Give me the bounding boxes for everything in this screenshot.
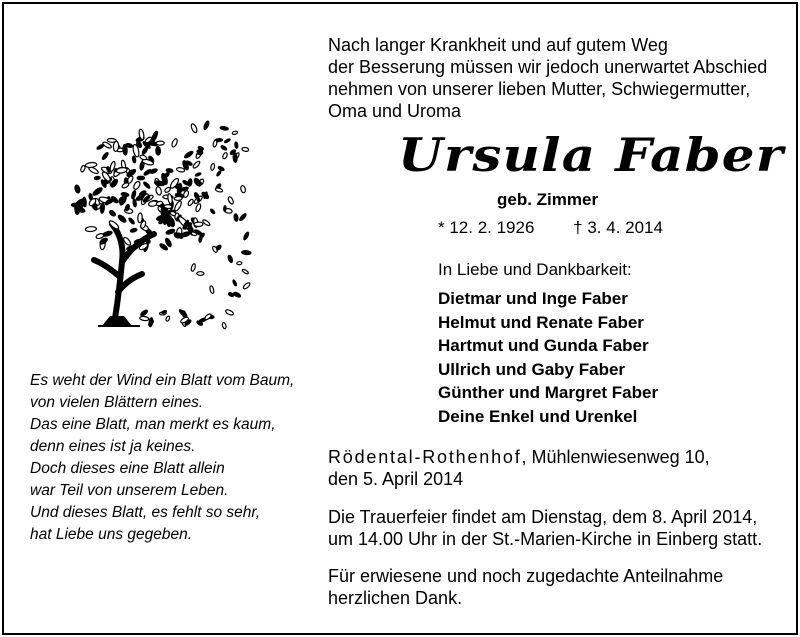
leaf-icon bbox=[183, 150, 194, 160]
leaf-icon bbox=[232, 131, 238, 135]
leaf-icon bbox=[139, 316, 149, 321]
intro-line: nehmen von unserer lieben Mutter, Schwiegermutter, bbox=[328, 79, 751, 99]
leaf-icon bbox=[132, 180, 141, 190]
leaf-icon bbox=[223, 205, 226, 211]
leaf-icon bbox=[192, 160, 201, 169]
closing-line: Für erwiesene und noch zugedachte Anteilnahme bbox=[328, 566, 724, 586]
leaf-icon bbox=[220, 144, 228, 151]
intro-text bbox=[328, 34, 778, 122]
leaf-icon bbox=[161, 206, 166, 217]
closing-thanks bbox=[328, 565, 723, 609]
mourner-name: Günther und Margret Faber bbox=[438, 383, 659, 402]
intro-line: Nach langer Krankheit und auf gutem Weg bbox=[328, 35, 668, 55]
leaf-icon bbox=[238, 212, 247, 221]
leaf-icon bbox=[224, 138, 232, 144]
leaf-icon bbox=[210, 163, 215, 170]
deceased-name: Ursula Faber bbox=[398, 128, 784, 182]
leaf-icon bbox=[197, 272, 204, 276]
leaf-icon bbox=[232, 279, 238, 287]
leaf-icon bbox=[113, 141, 119, 151]
leaf-icon bbox=[116, 167, 127, 174]
leaf-icon bbox=[94, 176, 101, 181]
leaf-icon bbox=[227, 254, 234, 263]
mourners-label: In Liebe und Dankbarkeit: bbox=[438, 260, 632, 279]
service-line: Die Trauerfeier findet am Dienstag, dem 8. April 2014, bbox=[328, 507, 758, 527]
mourner-name: Deine Enkel und Urenkel bbox=[438, 406, 638, 426]
leaf-icon bbox=[85, 162, 97, 168]
leaf-icon bbox=[242, 231, 250, 241]
leaf-icon bbox=[139, 154, 147, 160]
life-dates bbox=[438, 218, 663, 238]
leaf-icon bbox=[242, 269, 249, 275]
leaf-icon bbox=[165, 316, 170, 322]
leaf-icon bbox=[155, 146, 161, 155]
leaf-icon bbox=[225, 309, 234, 316]
leaf-icon bbox=[215, 187, 223, 192]
poem-line: hat Liebe uns gegeben. bbox=[30, 526, 193, 543]
leaf-icon bbox=[222, 322, 227, 329]
leaf-icon bbox=[237, 262, 242, 265]
leaf-icon bbox=[187, 178, 193, 187]
leaf-icon bbox=[220, 126, 229, 131]
leaf-icon bbox=[92, 186, 104, 197]
leaf-icon bbox=[209, 285, 214, 293]
address-town: Rödental-Rothenhof bbox=[328, 447, 522, 467]
leaf-icon bbox=[233, 213, 238, 222]
leaf-icon bbox=[194, 172, 201, 177]
leaf-icon bbox=[74, 207, 82, 212]
leaf-icon bbox=[242, 147, 249, 152]
leaf-icon bbox=[108, 209, 117, 217]
leaf-icon bbox=[227, 196, 234, 205]
leaf-icon bbox=[191, 263, 197, 271]
mourner-name: Ullrich und Gaby Faber bbox=[438, 359, 626, 379]
leaf-icon bbox=[117, 214, 128, 224]
intro-line: Oma und Uroma bbox=[328, 101, 462, 121]
leaf-icon bbox=[240, 185, 246, 193]
leaf-icon bbox=[138, 213, 143, 223]
address-date: den 5. April 2014 bbox=[328, 469, 464, 489]
leaf-icon bbox=[101, 151, 110, 160]
mourner-name: Dietmar und Inge Faber bbox=[438, 289, 628, 308]
leaf-icon bbox=[142, 181, 151, 190]
mourner-name: Hartmut und Gunda Faber bbox=[438, 336, 649, 355]
leaf-icon bbox=[234, 141, 238, 148]
leaf-icon bbox=[164, 186, 171, 193]
leaf-icon bbox=[203, 120, 211, 130]
leaf-icon bbox=[204, 313, 212, 321]
leaf-icon bbox=[198, 235, 203, 243]
leaf-icon bbox=[128, 217, 136, 225]
address-block bbox=[328, 446, 710, 490]
closing-line: herzlichen Dank. bbox=[328, 588, 463, 608]
birth-date: * 12. 2. 1926 bbox=[438, 218, 535, 237]
mourners-list bbox=[438, 287, 658, 428]
leaf-icon bbox=[195, 203, 202, 212]
leaf-icon bbox=[96, 143, 105, 150]
service-line: um 14.00 Uhr in der St.-Marien-Kirche in Einberg statt. bbox=[328, 529, 763, 549]
intro-line: der Besserung müssen wir jedoch unerwartet Abschied bbox=[328, 57, 768, 77]
leaf-icon bbox=[130, 227, 138, 233]
leaf-icon bbox=[241, 250, 251, 255]
leaf-icon bbox=[217, 165, 225, 171]
leaf-icon bbox=[194, 222, 203, 227]
leaf-icon bbox=[74, 184, 81, 194]
leaf-icon bbox=[213, 140, 218, 148]
poem-line: Es weht der Wind ein Blatt vom Baum, bbox=[30, 372, 295, 389]
birth-name: geb. Zimmer bbox=[497, 190, 599, 209]
mourner-name: Helmut und Renate Faber bbox=[438, 312, 644, 332]
leaf-icon bbox=[187, 198, 194, 206]
poem-line: Das eine Blatt, man merkt es kaum, bbox=[30, 416, 276, 433]
leaf-icon bbox=[174, 196, 182, 200]
poem-line: Doch dieses eine Blatt allein bbox=[30, 460, 225, 477]
poem-line: von vielen Blättern eines. bbox=[30, 394, 204, 411]
leaf-icon bbox=[137, 176, 145, 180]
poem-line: war Teil von unserem Leben. bbox=[30, 482, 229, 499]
leaf-icon bbox=[209, 208, 216, 215]
leaf-icon bbox=[155, 186, 162, 195]
tree-icon bbox=[62, 112, 252, 337]
leaf-icon bbox=[242, 282, 251, 290]
poem bbox=[30, 370, 320, 546]
service-info bbox=[328, 506, 762, 550]
leaf-icon bbox=[156, 141, 164, 145]
death-date: † 3. 4. 2014 bbox=[573, 218, 663, 237]
leaf-icon bbox=[171, 138, 178, 148]
address-street: , Mühlenwiesenweg 10, bbox=[521, 447, 710, 467]
leaf-icon bbox=[222, 152, 228, 159]
poem-line: denn eines ist ja keines. bbox=[30, 438, 196, 455]
leaf-icon bbox=[85, 226, 96, 232]
leaf-icon bbox=[216, 170, 222, 177]
poem-line: Und dieses Blatt, es fehlt so sehr, bbox=[30, 504, 261, 521]
leaf-icon bbox=[190, 123, 198, 133]
leaf-icon bbox=[143, 168, 153, 176]
leaf-icon bbox=[121, 182, 129, 189]
leaf-icon bbox=[167, 193, 173, 204]
